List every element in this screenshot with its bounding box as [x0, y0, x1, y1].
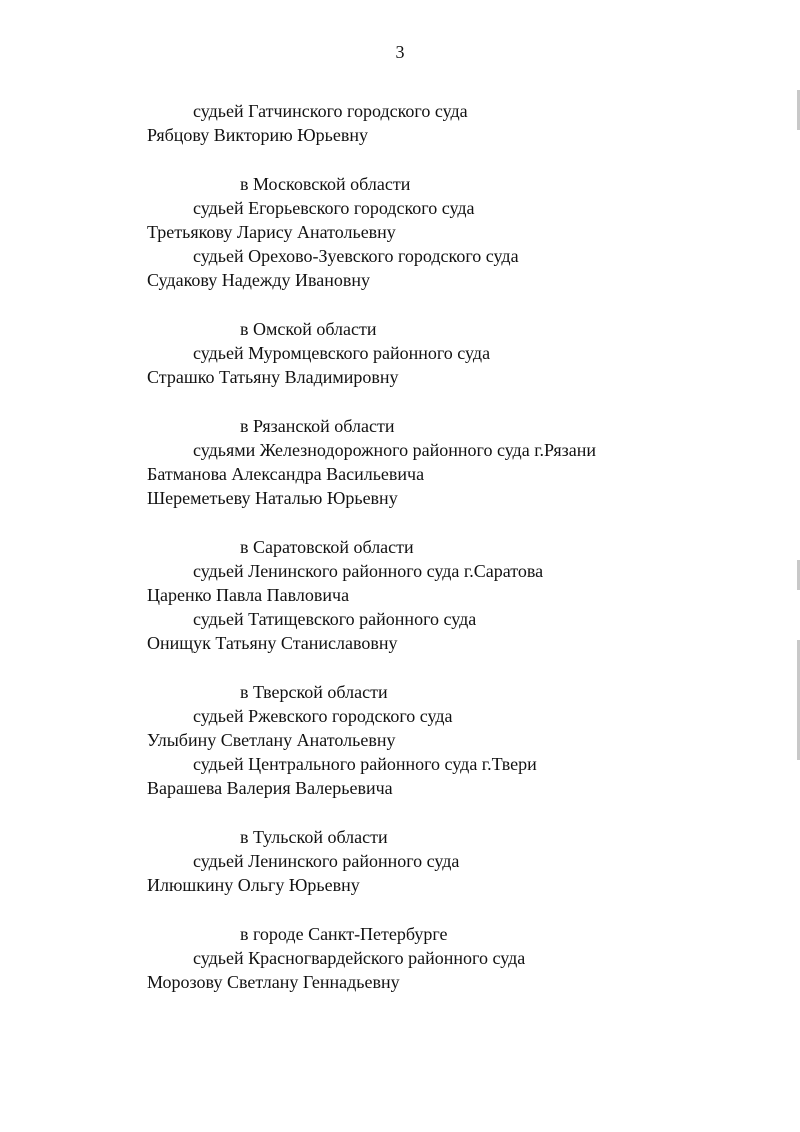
- court-line: судьей Ржевского городского суда: [193, 706, 453, 726]
- region-heading: в Саратовской области: [240, 537, 414, 557]
- judge-name: Улыбину Светлану Анатольевну: [147, 730, 396, 750]
- judge-name: Онищук Татьяну Станиславовну: [147, 633, 398, 653]
- court-line: судьей Орехово-Зуевского городского суда: [193, 246, 519, 266]
- court-line: судьей Красногвардейского районного суда: [193, 948, 526, 968]
- page-number: 3: [395, 42, 405, 62]
- judge-name: Илюшкину Ольгу Юрьевну: [147, 875, 360, 895]
- region-heading: в Московской области: [240, 174, 411, 194]
- region-heading: в Тверской области: [240, 682, 388, 702]
- court-line: судьей Центрального районного суда г.Твери: [193, 754, 537, 774]
- region-heading: в Тульской области: [240, 827, 388, 847]
- judge-name: Батманова Александра Васильевича: [147, 464, 425, 484]
- court-line: судьей Муромцевского районного суда: [193, 343, 491, 363]
- judge-name: Морозову Светлану Геннадьевну: [147, 972, 400, 992]
- court-line: судьей Гатчинского городского суда: [193, 101, 468, 121]
- court-line: судьями Железнодорожного районного суда г.Рязани: [193, 440, 597, 460]
- judge-name: Царенко Павла Павловича: [147, 585, 350, 605]
- judge-name: Страшко Татьяну Владимировну: [147, 367, 399, 387]
- court-line: судьей Ленинского районного суда г.Саратова: [193, 561, 544, 581]
- judge-name: Третьякову Ларису Анатольевну: [147, 222, 396, 242]
- court-line: судьей Ленинского районного суда: [193, 851, 460, 871]
- region-heading: в Рязанской области: [240, 416, 395, 436]
- judge-name: Рябцову Викторию Юрьевну: [147, 125, 368, 145]
- court-line: судьей Егорьевского городского суда: [193, 198, 475, 218]
- judge-name: Варашева Валерия Валерьевича: [147, 778, 393, 798]
- judge-name: Шереметьеву Наталью Юрьевну: [147, 488, 398, 508]
- judge-name: Судакову Надежду Ивановну: [147, 270, 371, 290]
- region-heading: в Омской области: [240, 319, 377, 339]
- region-heading: в городе Санкт-Петербурге: [240, 924, 448, 944]
- court-line: судьей Татищевского районного суда: [193, 609, 477, 629]
